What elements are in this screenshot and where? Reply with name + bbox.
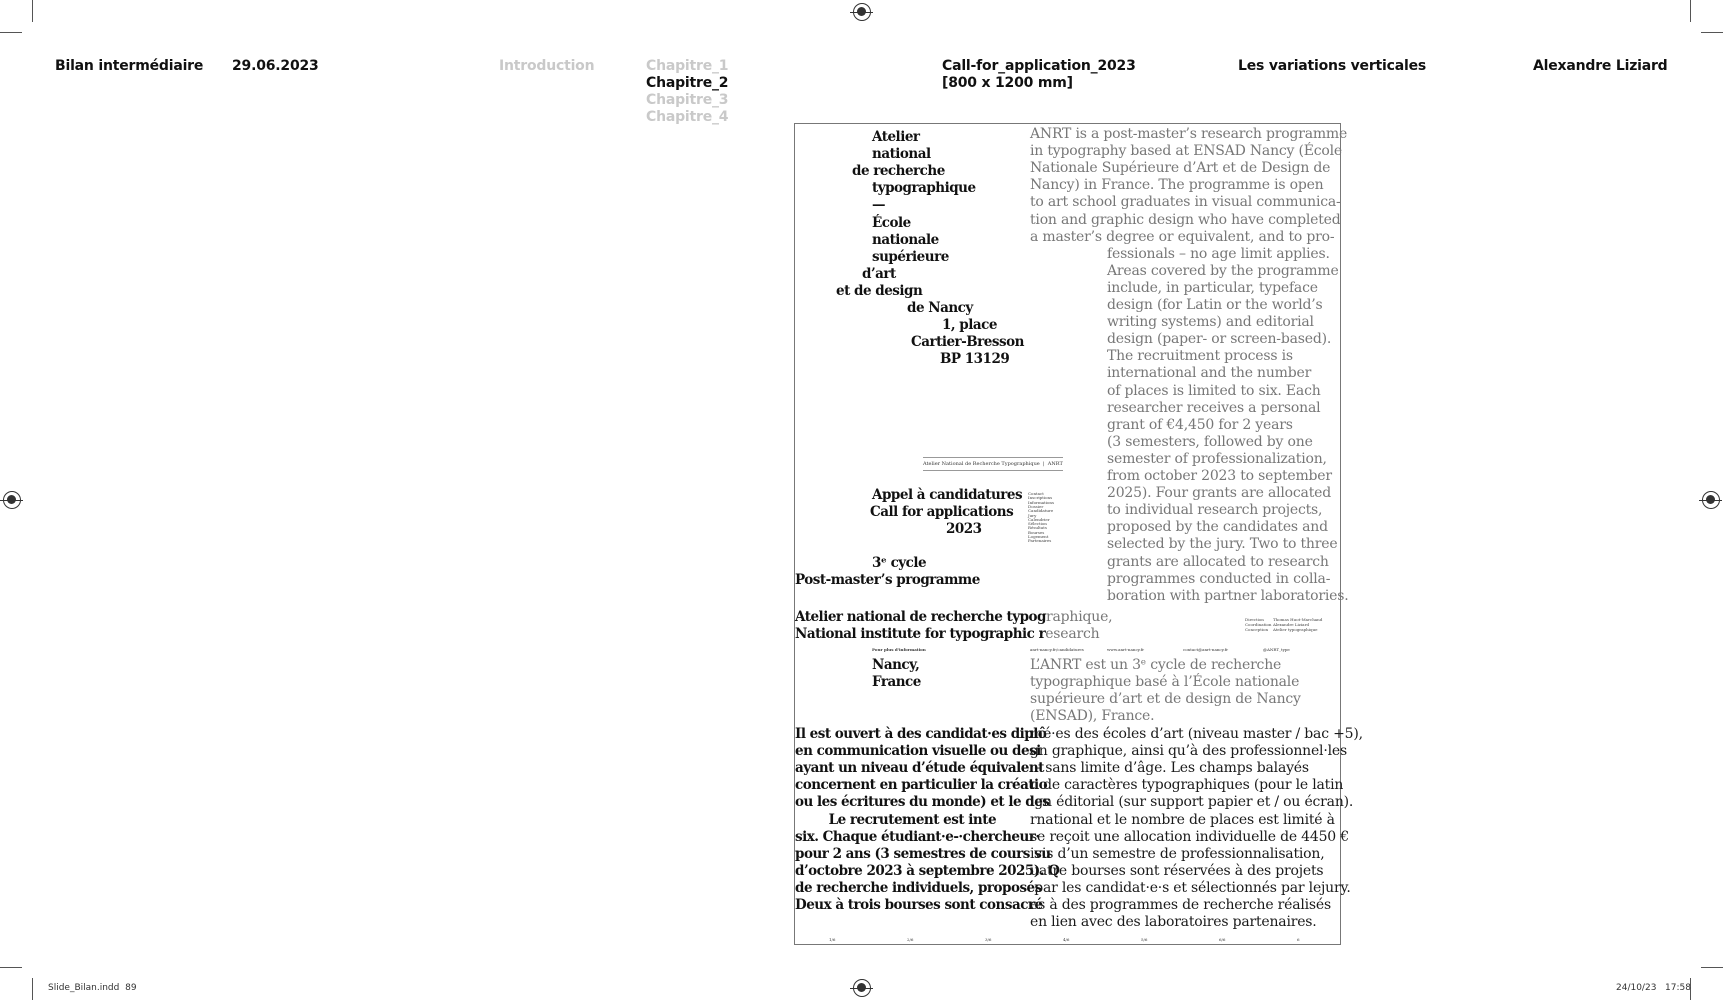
crop-mark-br (1701, 967, 1723, 968)
address-line: et de design (836, 282, 923, 299)
french-line-light: ign éditorial (sur support papier et / ou écran). (1030, 794, 1354, 811)
address-line: 1, place (942, 317, 997, 334)
credit-label: Conception (1245, 627, 1269, 632)
credit-label: Coordination (1245, 622, 1272, 627)
contact-item: @ANRT_type (1263, 647, 1290, 652)
tiny-info-line: Inscriptions (1028, 495, 1053, 501)
english-line: writing systems) and editorial (1107, 314, 1314, 331)
poster-preview (794, 123, 1363, 945)
slide-title: Call-for_application_2023 (942, 58, 1136, 74)
english-line: to individual research projects, (1107, 502, 1323, 519)
crop-mark-tr-v (1690, 0, 1691, 22)
slug-page: 89 (125, 983, 137, 993)
small-header-rule (923, 457, 1063, 458)
crop-mark-bl-v (32, 978, 33, 1000)
address-line: — (872, 197, 885, 214)
address-line: national (872, 146, 931, 163)
french-intro-line: typographique basé à l’École nationale (1030, 674, 1300, 691)
tiny-info-line: Partenaires (1028, 538, 1052, 544)
registration-mark-bottom-icon (853, 979, 871, 997)
crop-mark-tl (0, 32, 22, 33)
tiny-info-line: Jury (1028, 512, 1037, 518)
french-line (795, 914, 1317, 933)
document-title: Bilan intermédiaire (55, 58, 204, 74)
french-line-light: mé·es des écoles d’art (niveau master / bac +5), (1030, 726, 1363, 742)
english-line: design (for Latin or the world’s (1107, 297, 1323, 313)
credit-value: Atelier typographique (1273, 627, 1318, 632)
french-line-light: gn graphique, ainsi qu’à des professionnel·les (1030, 743, 1347, 760)
institute-fr-bold: Atelier national de recherche typog (795, 609, 1046, 625)
address-line: de Nancy (907, 300, 973, 316)
crop-mark-bl (0, 967, 22, 968)
english-line: 2025). Four grants are allocated (1107, 485, 1331, 502)
english-line: design (paper- or screen-based). (1107, 331, 1332, 348)
page-mark: 2/6 (907, 937, 914, 942)
contact-item: contact@anrt-nancy.fr (1183, 647, 1229, 652)
tiny-info-line: Candidature (1028, 508, 1054, 514)
tiny-info-line: Résultats (1028, 525, 1047, 531)
cycle-label: 3ᵉ cycle (872, 555, 927, 571)
english-line: proposed by the candidates and (1107, 519, 1328, 536)
english-line: a master’s degree or equivalent, and to pro- (1030, 228, 1335, 245)
tiny-info-line: Bourses (1028, 529, 1045, 535)
section-title: Les variations verticales (1238, 58, 1427, 74)
english-line: fessionals – no age limit applies. (1107, 245, 1330, 262)
tiny-info-line: Informations (1028, 499, 1055, 505)
french-line-light: es à des programmes de recherche réalisés (1030, 897, 1331, 913)
slug-file-name: Slide_Bilan.indd (48, 983, 120, 993)
slug-file (48, 983, 137, 993)
english-line: boration with partner laboratories. (1107, 587, 1349, 604)
page-mark: 6 (1297, 937, 1300, 942)
small-header-acronym: ANRT (1047, 461, 1063, 467)
tiny-info-line: Contact (1028, 491, 1044, 496)
french-line-bold: d’octobre 2023 à septembre 2025). Q (795, 862, 1060, 879)
tiny-info-line: Dossier (1028, 503, 1044, 509)
contact-row (795, 647, 1342, 653)
small-header-text: Atelier National de Recherche Typographique (923, 461, 1040, 467)
english-line: from october 2023 to september (1107, 468, 1332, 484)
french-line-bold: six. Chaque étudiant·e-·chercheur· (795, 828, 1040, 845)
credit-value: Thomas Huot-Marchand (1273, 617, 1323, 622)
english-line: tion and graphic design who have completed (1030, 211, 1341, 228)
english-line: in typography based at ENSAD Nancy (École (1030, 143, 1342, 160)
address-line: Cartier-Bresson (911, 334, 1024, 351)
french-line-bold: Le recrutement est inte (795, 811, 997, 828)
institute-en-light: esearch (1045, 626, 1100, 642)
french-line-bold: en communication visuelle ou desi (795, 743, 1041, 760)
address-line: de recherche (852, 163, 945, 180)
french-line-light: – sans limite d’âge. Les champs balayés (1030, 760, 1309, 777)
author-name: Alexandre Liziard (1533, 58, 1668, 74)
english-line: Nationale Supérieure d’Art et de Design de (1030, 160, 1331, 177)
english-line: grant of €4,450 for 2 years (1107, 416, 1293, 433)
address-line: d’art (862, 265, 896, 282)
address-line: typographique (872, 180, 976, 197)
nav-chapitre-1[interactable]: Chapitre_1 (646, 58, 729, 74)
french-line-light: n de caractères typographiques (pour le latin (1030, 777, 1344, 794)
page-mark: 3/6 (985, 937, 992, 942)
page-mark: 6/6 (1219, 937, 1226, 942)
english-line: researcher receives a personal (1107, 399, 1321, 416)
address-line: supérieure (872, 248, 949, 265)
french-intro-line: (ENSAD), France. (1030, 708, 1155, 725)
page-marks (795, 937, 1342, 943)
english-line: to art school graduates in visual communica- (1030, 194, 1341, 211)
english-line: grants are allocated to research (1107, 553, 1329, 570)
nav-chapitre-4[interactable]: Chapitre_4 (646, 109, 729, 125)
call-line-year: 2023 (946, 521, 982, 537)
french-line-bold: concernent en particulier la créatio (795, 777, 1048, 794)
french-line-bold: ayant un niveau d’étude équivalent (795, 760, 1044, 777)
french-line-bold: pour 2 ans (3 semestres de cours su (795, 845, 1051, 862)
english-line: programmes conducted in colla- (1107, 570, 1331, 587)
credit-label: Direction (1245, 617, 1264, 622)
page-mark: 4/6 (1063, 937, 1070, 942)
contact-item: Pour plus d’information (872, 647, 926, 652)
french-intro-line: L’ANRT est un 3ᵉ cycle de recherche (1030, 657, 1282, 673)
english-line: The recruitment process is (1107, 348, 1293, 365)
french-line-light: uatre bourses sont réservées à des projets (1030, 862, 1324, 879)
slide-format: [800 x 1200 mm] (942, 75, 1073, 91)
english-line: of places is limited to six. Each (1107, 382, 1321, 399)
english-line: include, in particular, typeface (1107, 279, 1318, 296)
nav-chapitre-3[interactable]: Chapitre_3 (646, 92, 729, 108)
french-intro-line: supérieure d’art et de design de Nancy (1030, 691, 1301, 708)
english-line: selected by the jury. Two to three (1107, 536, 1338, 553)
city-line-2: France (872, 674, 921, 690)
registration-mark-right-icon (1702, 491, 1720, 509)
french-line-light: par les candidat·e·s et sélectionnés par lejury. (1030, 879, 1351, 896)
call-line-en: Call for applications (870, 504, 1014, 520)
address-line: Atelier (872, 129, 920, 145)
french-line-bold: ou les écritures du monde) et le des (795, 794, 1050, 811)
slug-time: 17:58 (1665, 983, 1691, 993)
french-line-bold: Il est ouvert à des candidat·es diplô (795, 726, 1047, 742)
crop-mark-tr (1701, 32, 1723, 33)
page-mark: 1/6 (829, 937, 836, 942)
tiny-info-line: Logement (1028, 534, 1049, 539)
small-header-rule-bottom (923, 470, 1063, 471)
english-line: Areas covered by the programme (1107, 262, 1339, 279)
slug-date-value: 24/10/23 (1616, 983, 1657, 993)
english-line: ANRT is a post-master’s research programme (1030, 126, 1348, 142)
page-mark: 5/6 (1141, 937, 1148, 942)
registration-mark-left-icon (3, 491, 21, 509)
french-line-light: ivis d’un semestre de professionnalisation, (1030, 845, 1325, 862)
english-line: (3 semesters, followed by one (1107, 433, 1313, 450)
postmaster-label: Post-master’s programme (795, 572, 980, 588)
contact-item: www.anrt-nancy.fr (1107, 647, 1145, 652)
french-line-light: rnational et le nombre de places est limité à (1030, 811, 1335, 828)
institute-en-bold: National institute for typographic r (795, 626, 1046, 642)
institute-en (795, 623, 1099, 643)
address-line: École (872, 214, 911, 231)
slug-date (1616, 983, 1691, 993)
english-line: international and the number (1107, 365, 1312, 382)
crop-mark-tl-v (32, 0, 33, 22)
english-line: semester of professionalization, (1107, 450, 1327, 467)
address-line: nationale (872, 231, 939, 248)
small-header: Atelier National de Recherche Typographique | ANRT (923, 461, 1063, 467)
call-line-fr: Appel à candidatures (872, 487, 1023, 503)
registration-mark-top-icon (853, 3, 871, 21)
address-line: BP 13129 (940, 351, 1010, 368)
tiny-info-line: Calendrier (1028, 516, 1050, 522)
institute-fr-light: raphique, (1046, 609, 1113, 625)
french-line-light: en lien avec des laboratoires partenaires. (1030, 914, 1317, 931)
french-line-bold: de recherche individuels, proposés (795, 879, 1042, 896)
city-line-1: Nancy, (872, 657, 920, 673)
french-line-bold: Deux à trois bourses sont consacré (795, 897, 1043, 913)
document-date: 29.06.2023 (232, 58, 319, 74)
nav-chapitre-2[interactable]: Chapitre_2 (646, 75, 729, 91)
english-line: Nancy) in France. The programme is open (1030, 177, 1324, 194)
credit-value: Alexandre Liziard (1273, 622, 1310, 627)
french-line-light: se reçoit une allocation individuelle de 4450 € (1030, 828, 1349, 845)
tiny-info-line: Sélection (1028, 521, 1047, 527)
contact-item: anrt-nancy.fr/candidatures (1030, 647, 1084, 652)
nav-introduction[interactable]: Introduction (499, 58, 595, 74)
